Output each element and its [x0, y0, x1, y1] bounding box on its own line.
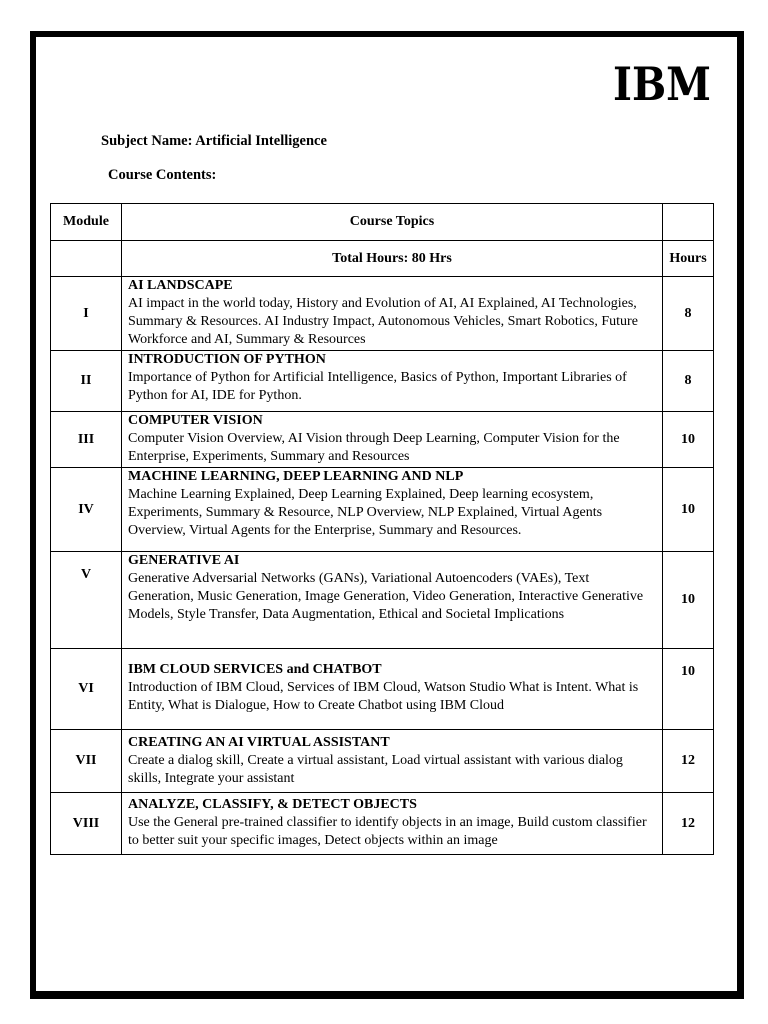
topic-cell	[122, 552, 663, 649]
total-hours: Total Hours: 80 Hrs	[122, 241, 663, 277]
module-hours: 10	[663, 649, 714, 730]
module-number: VIII	[51, 793, 122, 855]
table-row	[51, 552, 714, 649]
module-number: VII	[51, 730, 122, 793]
module-hours: 10	[663, 468, 714, 552]
module-number: VI	[51, 649, 122, 730]
topic-description: Importance of Python for Artificial Intelligence, Basics of Python, Important Libraries of Python for AI, IDE for Python.	[128, 370, 627, 403]
module-number: II	[51, 351, 122, 412]
topic-title: AI LANDSCAPE	[128, 278, 233, 293]
topic-description: Computer Vision Overview, AI Vision through Deep Learning, Computer Vision for the Enterprise, Experiments, Summary and Resources	[128, 431, 620, 464]
topic-cell	[122, 730, 663, 793]
course-contents-label: Course Contents:	[108, 167, 217, 183]
topic-title: CREATING AN AI VIRTUAL ASSISTANT	[128, 735, 390, 750]
module-hours: 8	[663, 351, 714, 412]
empty-header-cell	[663, 204, 714, 241]
topic-description: Introduction of IBM Cloud, Services of IBM Cloud, Watson Studio What is Intent. What is Entity, What is Dialogue, How to Create Chatbot using IBM Cloud	[128, 680, 639, 713]
topic-title: INTRODUCTION OF PYTHON	[128, 352, 326, 367]
topic-cell	[122, 351, 663, 412]
table-row	[51, 351, 714, 412]
topic-cell	[122, 277, 663, 351]
topic-title: IBM CLOUD SERVICES and CHATBOT	[128, 662, 382, 677]
topic-title: GENERATIVE AI	[128, 553, 240, 568]
module-hours: 10	[663, 412, 714, 468]
topic-title: MACHINE LEARNING, DEEP LEARNING AND NLP	[128, 469, 464, 484]
subject-name: Subject Name: Artificial Intelligence	[101, 133, 327, 149]
topic-description: AI impact in the world today, History and Evolution of AI, AI Explained, AI Technologies, Summary & Resources. AI Industry Impact, Autonomous Vehicles, Smart Robotics, Future Workforce and AI, Summary & Resources	[128, 296, 638, 347]
module-number: III	[51, 412, 122, 468]
topic-cell	[122, 649, 663, 730]
table-row	[51, 412, 714, 468]
module-hours: 12	[663, 730, 714, 793]
module-number: V	[51, 552, 122, 649]
topic-cell	[122, 412, 663, 468]
topic-description: Use the General pre-trained classifier to identify objects in an image, Build custom classifier to better suit your specific images, Detect objects within an image	[128, 815, 647, 848]
ibm-logo	[612, 57, 712, 111]
topic-title: ANALYZE, CLASSIFY, & DETECT OBJECTS	[128, 797, 417, 812]
table-row	[51, 730, 714, 793]
hours-header: Hours	[663, 241, 714, 277]
module-number: IV	[51, 468, 122, 552]
module-hours: 12	[663, 793, 714, 855]
topic-description: Machine Learning Explained, Deep Learning Explained, Deep learning ecosystem, Experiments, Summary & Resource, NLP Overview, NLP Explained, Virtual Agents Overview, Virtual Agents for the Enterprise, Summary and Resources.	[128, 487, 603, 538]
table-header-row	[51, 204, 714, 241]
table-row	[51, 649, 714, 730]
table-row	[51, 277, 714, 351]
topic-cell	[122, 793, 663, 855]
empty-module-cell	[51, 241, 122, 277]
topic-title: COMPUTER VISION	[128, 413, 263, 428]
module-hours: 8	[663, 277, 714, 351]
topic-description: Generative Adversarial Networks (GANs), Variational Autoencoders (VAEs), Text Generation, Music Generation, Image Generation, Video Generation, Interactive Generative Models, Style Transfer, Data Augmentation, Ethical and Societal Implications	[128, 571, 644, 622]
table-row	[51, 468, 714, 552]
total-hours-row	[51, 241, 714, 277]
svg-text:IBM: IBM	[613, 57, 711, 111]
module-hours: 10	[663, 552, 714, 649]
topics-header: Course Topics	[122, 204, 663, 241]
course-table	[50, 203, 714, 854]
module-number: I	[51, 277, 122, 351]
topic-description: Create a dialog skill, Create a virtual assistant, Load virtual assistant with various dialog skills, Integrate your assistant	[128, 753, 623, 786]
module-header: Module	[51, 204, 122, 241]
table-row	[51, 793, 714, 855]
topic-cell	[122, 468, 663, 552]
